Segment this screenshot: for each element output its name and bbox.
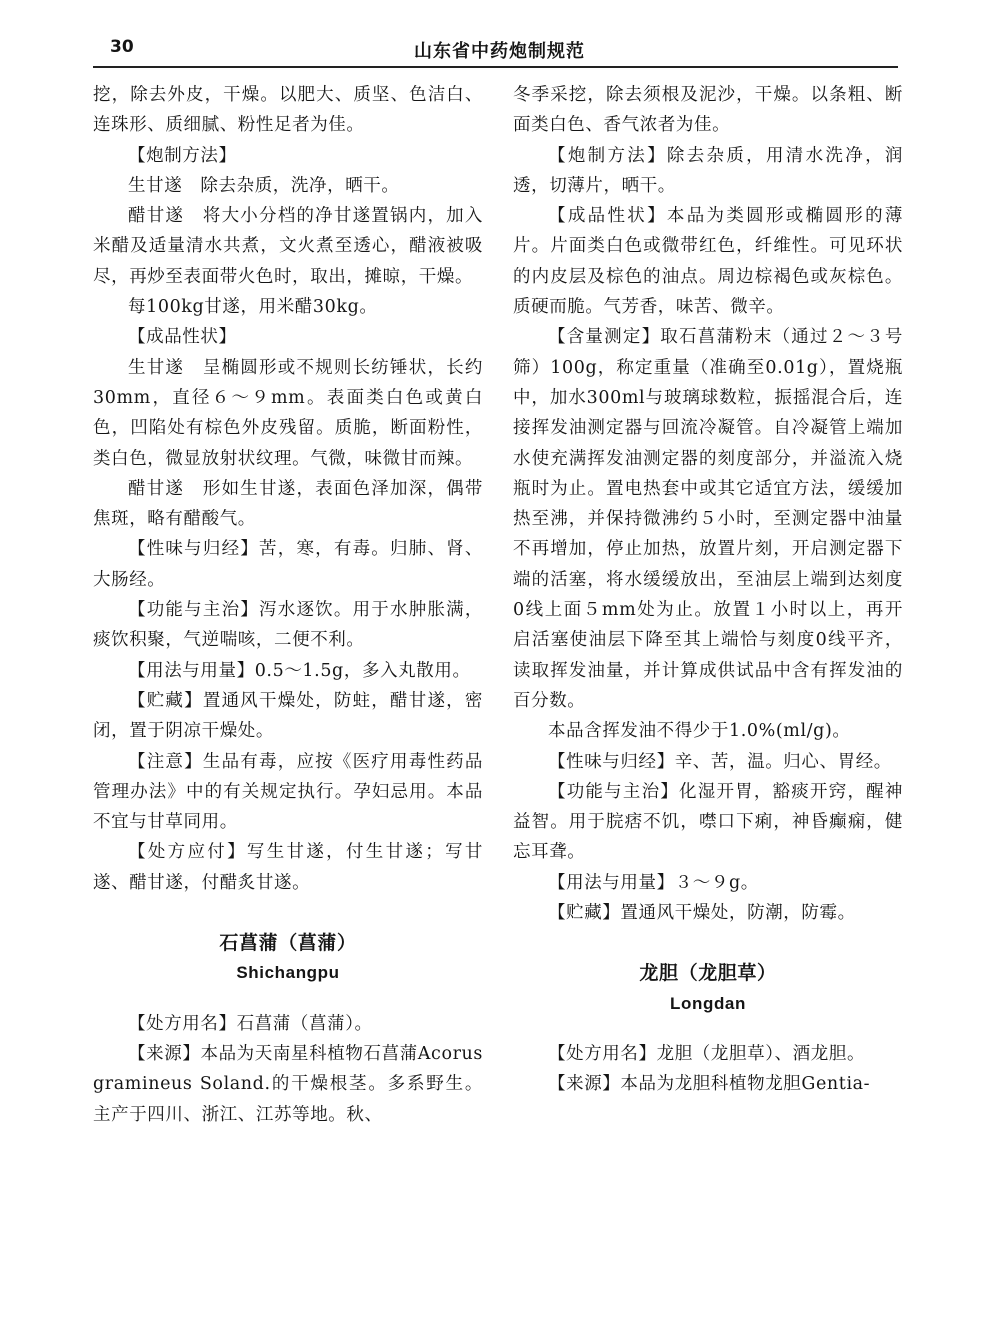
paragraph: 冬季采挖，除去须根及泥沙，干燥。以条粗、断面类白色、香气浓者为佳。 — [513, 85, 903, 136]
running-title: 山东省中药炮制规范 — [414, 41, 585, 62]
paragraph: 【贮藏】置通风干燥处，防潮，防霉。 — [548, 903, 856, 924]
paragraph: 【性味与归经】苦，寒，有毒。归肺、肾、大肠经。 — [93, 539, 483, 590]
paragraph: 醋甘遂 将大小分档的净甘遂置锅内，加入米醋及适量清水共煮，文火煮至透心，醋液被吸尽，再炒至表面带火色时，取出，摊晾，干燥。 — [93, 206, 483, 287]
paragraph: 【炮制方法】除去杂质，用清水洗净，润透，切薄片，晒干。 — [513, 145, 903, 196]
paragraph: 挖，除去外皮，干燥。以肥大、质坚、色洁白、连珠形、质细腻、粉性足者为佳。 — [93, 85, 483, 136]
page-number: 30 — [110, 37, 134, 57]
paragraph: 【性味与归经】辛、苦，温。归心、胃经。 — [548, 751, 892, 772]
paragraph: 醋甘遂 形如生甘遂，表面色泽加深，偶带焦斑，略有醋酸气。 — [93, 478, 483, 530]
paragraph: 【来源】本品为天南星科植物石菖蒲Acorus gramineus Soland.的干燥根茎。多系野生。主产于四川、浙江、江苏等地。秋、 — [93, 1043, 483, 1125]
header-rule — [93, 66, 898, 68]
section-title: 石菖蒲（菖蒲） — [219, 932, 357, 955]
paragraph: 本品含挥发油不得少于1.0%(ml/g)。 — [548, 721, 851, 742]
paragraph: 【来源】本品为龙胆科植物龙胆Gentia- — [548, 1074, 871, 1095]
paragraph: 【用法与用量】0.5～1.5g，多入丸散用。 — [128, 660, 471, 681]
paragraph: 【贮藏】置通风干燥处，防蛀，醋甘遂，密闭，置于阴凉干燥处。 — [93, 690, 483, 742]
paragraph: 【成品性状】本品为类圆形或椭圆形的薄片。片面类白色或微带红色，纤维性。可见环状的内皮层及棕色的油点。周边棕褐色或灰棕色。质硬而脆。气芳香，味苦、微辛。 — [513, 206, 903, 318]
paragraph: 【含量测定】取石菖蒲粉末（通过２～３号筛）100g，称定重量（准确至0.01g），置烧瓶中，加水300ml与玻璃球数粒，振摇混合后，连接挥发油测定器与回流冷凝管。自冷凝管上端加水使充满挥发油测定器的刻度部分，并溢流入烧瓶时为止。置电热套中或其它适宜方法，缓缓加热至沸，并保持微沸约５小时，至测定器中油量不再增加，停止加热，放置片刻，开启测定器下端的活塞，将水缓缓放出，至油层上端到达刻度0线上面５mm处为止。放置１小时以上，再开启活塞使油层下降至其上端恰与刻度0线平齐，读取挥发油量，并计算成供试品中含有挥发油的百分数。 — [513, 327, 903, 711]
right-column — [513, 80, 903, 1100]
subsection-heading: 【成品性状】 — [128, 327, 237, 348]
section-romanized-title: Longdan — [670, 993, 746, 1013]
paragraph: 【注意】生品有毒，应按《医疗用毒性药品管理办法》中的有关规定执行。孕妇忌用。本品不宜与甘草同用。 — [93, 751, 483, 833]
section-romanized-title: Shichangpu — [236, 963, 340, 983]
paragraph: 【处方用名】石菖蒲（菖蒲）。 — [128, 1013, 373, 1034]
paragraph: 生甘遂 除去杂质，洗净，晒干。 — [128, 175, 400, 196]
paragraph: 生甘遂 呈椭圆形或不规则长纺锤状，长约30mm，直径６～９mm。表面类白色或黄白色，凹陷处有棕色外皮残留。质脆，断面粉性，类白色，微显放射状纹理。气微，味微甘而辣。 — [93, 357, 483, 469]
paragraph: 【处方用名】龙胆（龙胆草）、酒龙胆。 — [548, 1043, 866, 1064]
paragraph: 【功能与主治】泻水逐饮。用于水肿胀满，痰饮积聚，气逆喘咳，二便不利。 — [93, 600, 483, 651]
section-title: 龙胆（龙胆草） — [639, 962, 777, 985]
paragraph: 每100kg甘遂，用米醋30kg。 — [128, 297, 378, 318]
paragraph: 【用法与用量】３～９g。 — [548, 872, 759, 893]
left-column — [93, 80, 483, 1130]
subsection-heading: 【炮制方法】 — [128, 145, 237, 166]
paragraph: 【处方应付】写生甘遂，付生甘遂；写甘遂、醋甘遂，付醋炙甘遂。 — [93, 842, 483, 893]
paragraph: 【功能与主治】化湿开胃，豁痰开窍，醒神益智。用于脘痞不饥，噤口下痢，神昏癫痫，健忘耳聋。 — [513, 781, 903, 863]
